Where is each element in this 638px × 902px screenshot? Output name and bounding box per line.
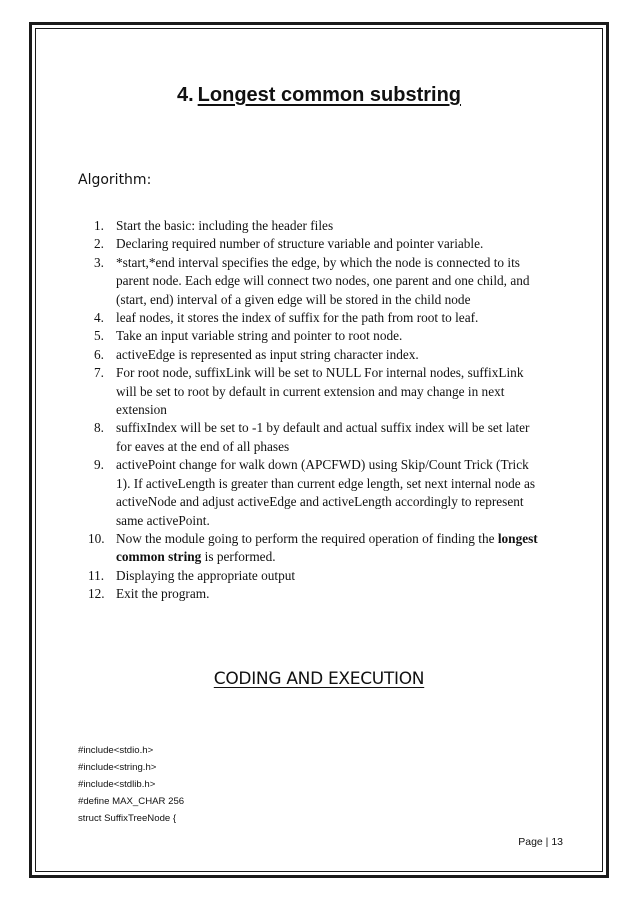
- step-line: activeNode and adjust activeEdge and activeLength accordingly to represent: [116, 494, 524, 510]
- step-item: [78, 585, 568, 603]
- code-line: #define MAX_CHAR 256: [78, 796, 185, 807]
- step-line: extension: [116, 402, 167, 418]
- step-text: Now the module going to perform the required operation of finding the: [116, 530, 498, 546]
- code-line: #include<stdio.h>: [78, 745, 154, 756]
- step-line: [116, 530, 568, 548]
- algorithm-label: Algorithm:: [78, 172, 152, 188]
- title-text: Longest common substring: [197, 84, 462, 106]
- step-line: suffixIndex will be set to -1 by default and actual suffix index will be set later: [116, 420, 530, 436]
- step-number: 6.: [94, 346, 104, 362]
- step-number: 3.: [94, 254, 104, 270]
- step-line: leaf nodes, it stores the index of suffix for the path from root to leaf.: [116, 310, 479, 326]
- step-line: (start, end) interval of a given edge will be stored in the child node: [116, 291, 471, 307]
- step-item: [78, 217, 568, 235]
- step-line: Start the basic: including the header files: [116, 218, 334, 233]
- step-number: 12.: [88, 586, 105, 602]
- step-line: *start,*end interval specifies the edge, by which the node is connected to its: [116, 254, 520, 270]
- step-bold-text: common string: [116, 549, 202, 565]
- step-line: Take an input variable string and pointer to root node.: [116, 328, 403, 344]
- step-number: 8.: [94, 420, 104, 436]
- code-line: #include<stdlib.h>: [78, 779, 156, 790]
- step-item: [78, 419, 568, 456]
- code-line: struct SuffixTreeNode {: [78, 813, 177, 824]
- step-line: Exit the program.: [116, 586, 210, 602]
- step-item: [78, 309, 568, 327]
- step-line: activePoint change for walk down (APCFWD) using Skip/Count Trick (Trick: [116, 457, 529, 473]
- title-number: 4.: [176, 84, 194, 106]
- step-line: For root node, suffixLink will be set to NULL For internal nodes, suffixLink: [116, 365, 524, 381]
- step-line: Declaring required number of structure variable and pointer variable.: [116, 236, 484, 252]
- step-line: for eaves at the end of all phases: [116, 438, 290, 454]
- step-bold-text: longest: [497, 530, 538, 546]
- step-item: [78, 364, 568, 419]
- step-item: [78, 327, 568, 345]
- algorithm-steps: [78, 217, 568, 604]
- step-item: [78, 254, 568, 309]
- page-title: [0, 84, 638, 107]
- page-number: Page | 13: [518, 836, 563, 848]
- step-line: Displaying the appropriate output: [116, 567, 296, 583]
- step-number: 10.: [88, 530, 105, 546]
- step-number: 7.: [94, 365, 104, 381]
- step-line: will be set to root by default in current extension and may change in next: [116, 383, 505, 399]
- step-item: [78, 530, 568, 567]
- step-number: 5.: [94, 328, 104, 344]
- step-item: [78, 346, 568, 364]
- step-number: 2.: [94, 236, 104, 252]
- step-text: is performed.: [201, 549, 276, 565]
- step-number: 11.: [88, 567, 105, 583]
- step-item: [78, 456, 568, 530]
- step-line: activeEdge is represented as input string character index.: [116, 346, 419, 362]
- step-number: 4.: [94, 310, 104, 326]
- step-line: same activePoint.: [116, 512, 210, 528]
- step-number: 1.: [94, 218, 104, 233]
- code-block: [78, 742, 184, 827]
- step-line: [116, 548, 568, 566]
- step-line: parent node. Each edge will connect two nodes, one parent and one child, and: [116, 273, 530, 289]
- section-heading: CODING AND EXECUTION: [213, 669, 425, 689]
- step-item: [78, 235, 568, 253]
- step-item: [78, 567, 568, 585]
- code-line: #include<string.h>: [78, 762, 157, 773]
- step-number: 9.: [94, 457, 104, 473]
- step-line: 1). If activeLength is greater than current edge length, set next internal node as: [116, 475, 536, 491]
